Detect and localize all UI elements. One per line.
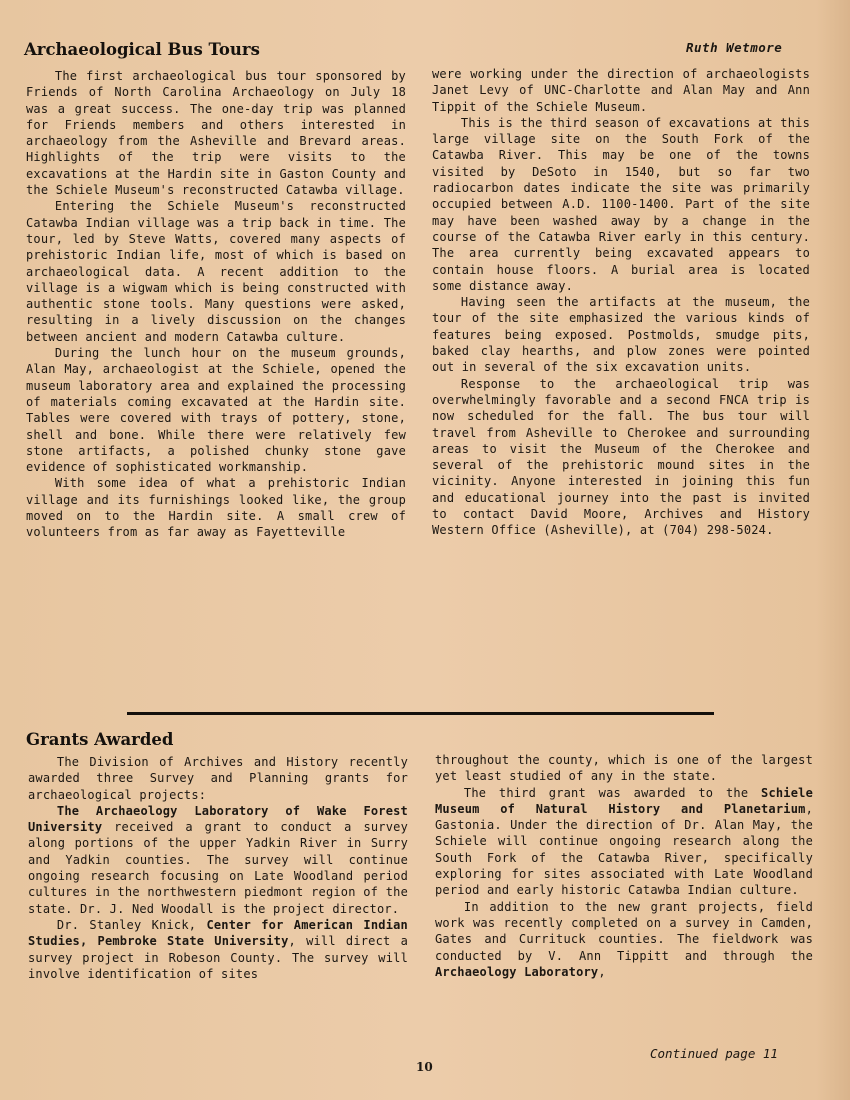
bus-tours-left-column <box>26 68 406 541</box>
paragraph: The first archaeological bus tour sponsored by Friends of North Carolina Archaeology on July 18 was a great success. The one-day trip was planned for Friends members and others interested in archaeology from the Asheville and Brevard areas. Highlights of the trip were visits to the excavations at the Hardin site in Gaston County and the Schiele Museum's reconstructed Catawba village. <box>26 69 406 198</box>
grants-left-column <box>28 754 408 982</box>
paragraph: This is the third season of excavations at this large village site on the South Fork of the Catawba River. This may be one of the towns visited by DeSoto in 1540, but so far two radiocarbon dates indicate the site was primarily occupied between A.D. 1100-1400. Part of the site may have been washed away by a change in the course of the Catawba River early in this century. The area currently being excavated appears to contain house floors. A burial area is located some distance away. <box>432 115 810 293</box>
paragraph <box>28 917 408 982</box>
paragraph-text: The third grant was awarded to the <box>463 785 762 800</box>
paragraph: During the lunch hour on the museum grounds, Alan May, archaeologist at the Schiele, opened the museum laboratory area and explained the processing of materials coming excavated at the Hardin site. Tables were covered with trays of pottery, stone, shell and bone. While there were relatively few stone artifacts, a polished chunky stone gave evidence of sophisticated workmanship. <box>26 346 406 475</box>
bold-institution: Archaeology Laboratory <box>435 964 599 979</box>
paragraph-text: Dr. Stanley Knick, <box>56 917 207 932</box>
grants-right-column <box>435 752 813 980</box>
article-title-bus-tours: Archaeological Bus Tours <box>24 40 260 59</box>
paragraph: Entering the Schiele Museum's reconstructed Catawba Indian village was a trip back in time. The tour, led by Steve Watts, covered many aspects of prehistoric Indian life, most of which is based on archaeological data. A recent addition to the village is a wigwam which is being constructed with authentic stone tools. Many questions were asked, resulting in a lively discussion on the changes between ancient and modern Catawba culture. <box>26 199 406 344</box>
bold-institution: The Archaeology Laboratory of Wake Forest University <box>28 803 408 835</box>
bus-tours-right-column <box>432 66 810 539</box>
paragraph: Having seen the artifacts at the museum, the tour of the site emphasized the various kinds of features being exposed. Postmolds, smudge pits, baked clay hearths, and plow zones were pointed out in several of the six excavation units. <box>432 295 810 375</box>
paragraph-text: In addition to the new grant projects, field work was recently completed on a survey in Camden, Gates and Currituck counties. The fieldwork was conducted by V. Ann Tippitt and through the <box>435 899 813 963</box>
paragraph: With some idea of what a prehistoric Indian village and its furnishings looked like, the group moved on to the Hardin site. A small crew of volunteers from as far away as Fayetteville <box>26 476 406 540</box>
paragraph: throughout the county, which is one of the largest yet least studied of any in the state. <box>435 753 813 784</box>
paragraph: The Division of Archives and History recently awarded three Survey and Planning grants for archaeological projects: <box>28 755 408 802</box>
author-byline: Ruth Wetmore <box>686 40 783 55</box>
paragraph <box>28 803 408 917</box>
page-number: 10 <box>416 1060 433 1074</box>
bold-institution: Center for American Indian Studies, Pembroke State University <box>28 917 408 949</box>
paragraph: were working under the direction of archaeologists Janet Levy of UNC-Charlotte and Alan May and Ann Tippit of the Schiele Museum. <box>432 67 810 114</box>
continued-note: Continued page 11 <box>650 1046 778 1061</box>
paragraph <box>435 785 813 899</box>
paragraph <box>435 899 813 980</box>
paragraph-text: , <box>598 964 606 979</box>
article-title-grants: Grants Awarded <box>26 730 174 749</box>
paragraph-text: , Gastonia. Under the direction of Dr. Alan May, the Schiele will continue ongoing research along the South Fork of the Catawba River, specifically exploring for sites associated with Late Woodland period and early historic Catawba Indian culture. <box>435 801 813 898</box>
bold-institution: Schiele Museum of Natural History and Planetarium <box>435 785 813 816</box>
paragraph-text: , will direct a survey project in Robeson County. The survey will involve identification of sites <box>28 934 408 981</box>
section-divider <box>127 712 714 715</box>
paragraph-text: received a grant to conduct a survey along portions of the upper Yadkin River in Surry and Yadkin counties. The survey will continue ongoing research focusing on Late Woodland period cultures in the northwestern piedmont region of the state. Dr. J. Ned Woodall is the project director. <box>28 820 408 916</box>
paragraph: Response to the archaeological trip was overwhelmingly favorable and a second FNCA trip is now scheduled for the fall. The bus tour will travel from Asheville to Cherokee and surrounding areas to visit the Museum of the Cherokee and several of the prehistoric mound sites in the vicinity. Anyone interested in joining this fun and educational journey into the past is invited to contact David Moore, Archives and History Western Office (Asheville), at (704) 298-5024. <box>432 376 810 538</box>
